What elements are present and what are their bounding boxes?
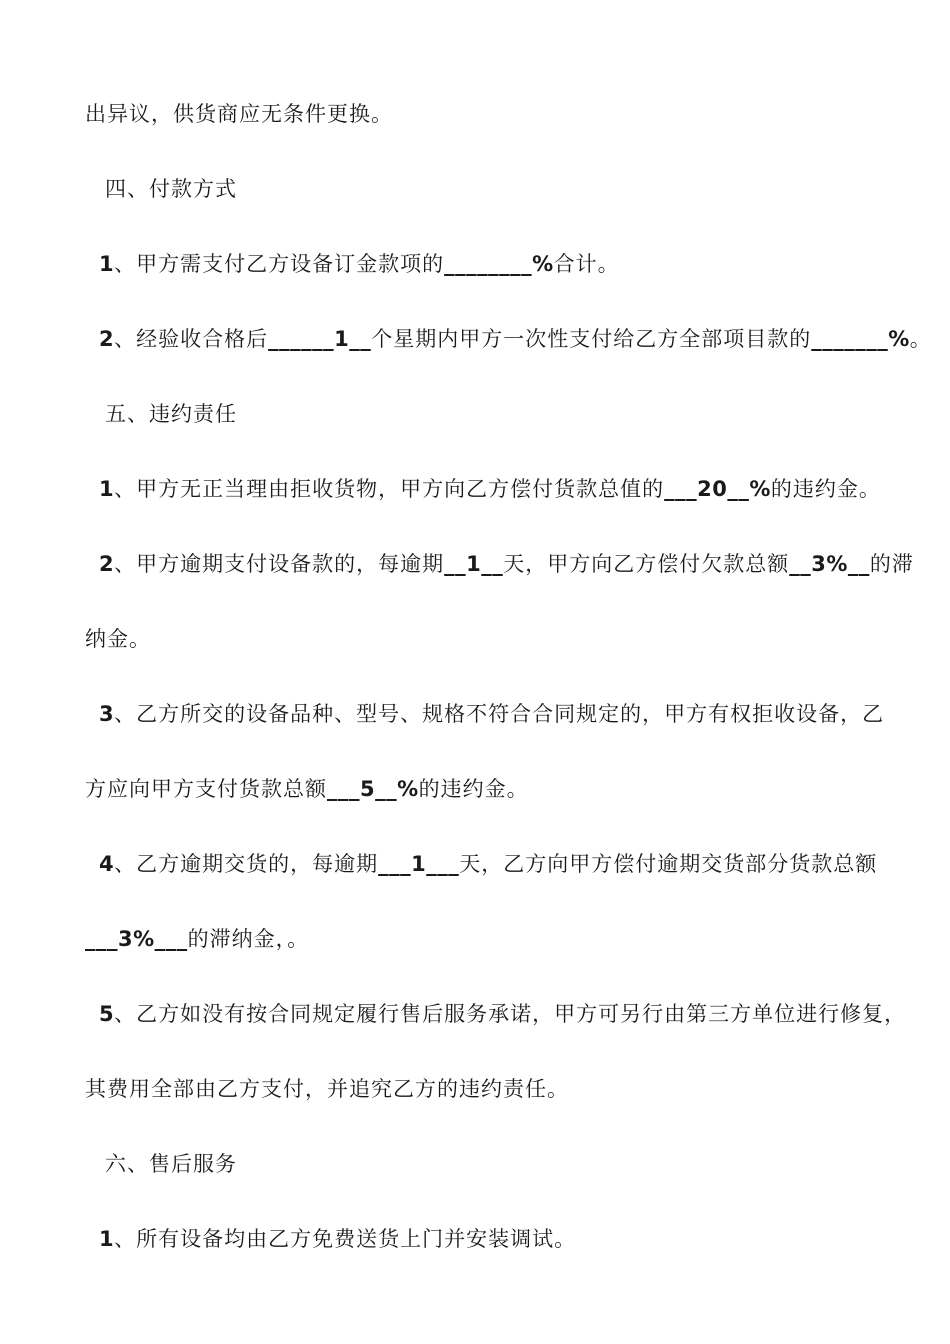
fill-in-blank-text: ___1___ — [378, 852, 460, 876]
document-line — [85, 77, 920, 152]
document-line — [85, 752, 920, 827]
document-line — [85, 902, 920, 977]
fill-in-blank-text: 3 — [99, 702, 115, 726]
text-segment: 、所有设备均由乙方免费送货上门并安装调试。 — [114, 1227, 577, 1251]
document-line — [85, 152, 920, 227]
document-line — [85, 1127, 920, 1202]
text-segment: 。 — [909, 327, 932, 351]
document-line — [85, 452, 920, 527]
text-segment: 、乙方逾期交货的，每逾期 — [114, 852, 379, 876]
text-segment: 天，甲方向乙方偿付欠款总额 — [503, 552, 790, 576]
fill-in-blank-text: __3%__ — [789, 552, 870, 576]
document-line — [85, 527, 920, 602]
document-line — [85, 827, 920, 902]
document-line — [85, 377, 920, 452]
fill-in-blank-text: 1 — [99, 477, 115, 501]
text-segment: 合计。 — [553, 252, 620, 276]
text-segment: 出异议，供货商应无条件更换。 — [85, 102, 393, 126]
document-line — [85, 1202, 920, 1277]
document-line — [85, 227, 920, 302]
text-segment: 、甲方无正当理由拒收货物，甲方向乙方偿付货款总值的 — [114, 477, 665, 501]
fill-in-blank-text: ___3%___ — [85, 927, 188, 951]
fill-in-blank-text: 1 — [99, 252, 115, 276]
text-segment: 其费用全部由乙方支付，并追究乙方的违约责任。 — [85, 1077, 569, 1101]
text-segment: 的滞 — [869, 552, 914, 576]
fill-in-blank-text: 1 — [99, 1227, 115, 1251]
text-segment: 、经验收合格后 — [114, 327, 269, 351]
text-segment: 五、违约责任 — [105, 402, 237, 426]
text-segment: 、乙方所交的设备品种、型号、规格不符合合同规定的，甲方有权拒收设备，乙 — [114, 702, 885, 726]
text-segment: 的滞纳金，。 — [187, 927, 310, 951]
text-segment: 六、售后服务 — [105, 1152, 237, 1176]
document-line — [85, 302, 932, 377]
document-line — [85, 1052, 920, 1127]
fill-in-blank-text: ________% — [444, 252, 554, 276]
text-segment: 、甲方逾期支付设备款的，每逾期 — [114, 552, 445, 576]
fill-in-blank-text: ___20__% — [664, 477, 771, 501]
fill-in-blank-text: __1__ — [444, 552, 504, 576]
text-segment: 、甲方需支付乙方设备订金款项的 — [114, 252, 445, 276]
text-segment: 方应向甲方支付货款总额 — [85, 777, 327, 801]
document-line — [85, 677, 920, 752]
text-segment: 天，乙方向甲方偿付逾期交货部分货款总额 — [459, 852, 878, 876]
text-segment: 个星期内甲方一次性支付给乙方全部项目款的 — [371, 327, 812, 351]
document-line — [85, 977, 920, 1052]
document-line — [85, 602, 920, 677]
fill-in-blank-text: 4 — [99, 852, 115, 876]
fill-in-blank-text: 2 — [99, 327, 115, 351]
fill-in-blank-text: ______1__ — [268, 327, 372, 351]
text-segment: 的违约金。 — [418, 777, 529, 801]
fill-in-blank-text: 5 — [99, 1002, 115, 1026]
fill-in-blank-text: 2 — [99, 552, 115, 576]
text-segment: 四、付款方式 — [105, 177, 237, 201]
fill-in-blank-text: _______% — [811, 327, 910, 351]
text-segment: 纳金。 — [85, 627, 151, 651]
text-segment: 、乙方如没有按合同规定履行售后服务承诺，甲方可另行由第三方单位进行修复， — [114, 1002, 907, 1026]
fill-in-blank-text: ___5__% — [327, 777, 419, 801]
text-segment: 的违约金。 — [770, 477, 881, 501]
